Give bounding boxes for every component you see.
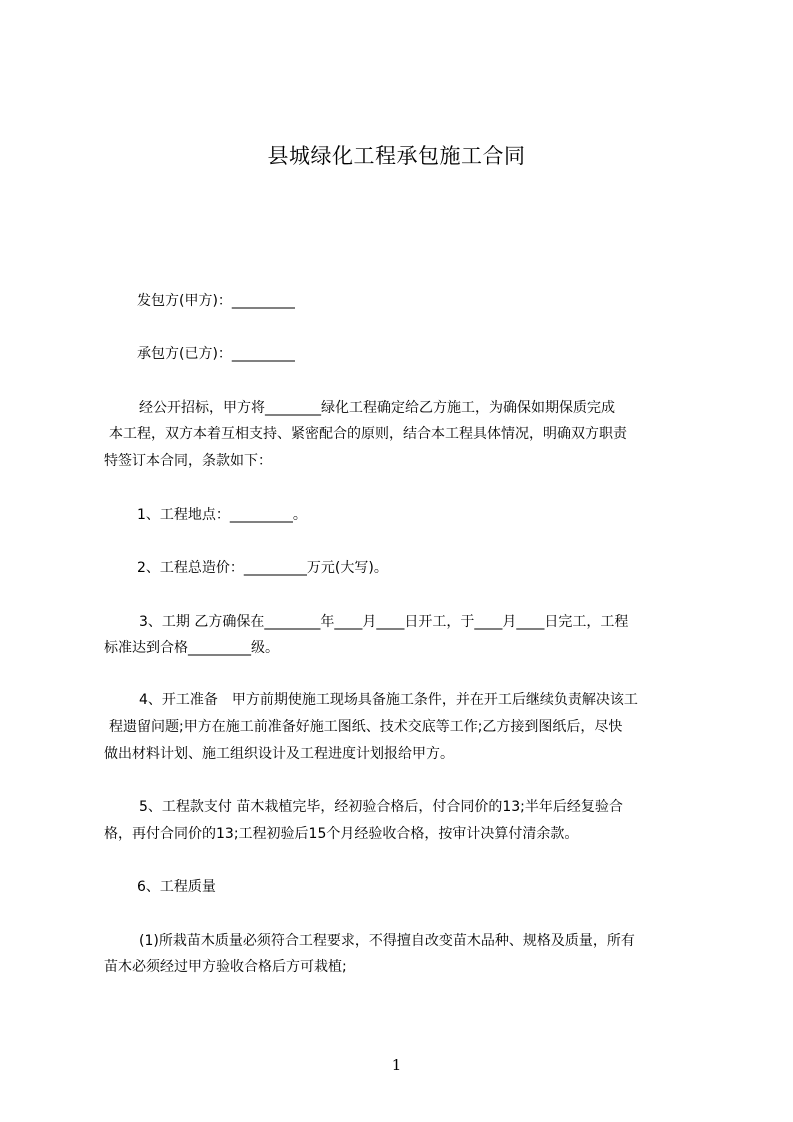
clause-6-heading: 6、工程质量: [137, 879, 216, 895]
clause-6-1-line-2: 苗木必须经过甲方验收合格后方可栽植;: [104, 959, 347, 975]
clause-1-location: 1、工程地点：_________。: [137, 507, 307, 523]
clause-4-line-2: 程遗留问题;甲方在施工前准备好施工图纸、技术交底等工作;乙方接到图纸后，尽快: [109, 719, 623, 735]
clause-4-line-1: 4、开工准备 甲方前期使施工现场具备施工条件，并在开工后继续负责解决该工: [139, 692, 638, 708]
intro-line-3: 特签订本合同，条款如下：: [104, 453, 272, 469]
clause-4-line-3: 做出材料计划、施工组织设计及工程进度计划报给甲方。: [104, 746, 454, 762]
intro-line-1: 经公开招标，甲方将________绿化工程确定给乙方施工，为确保如期保质完成: [139, 400, 615, 416]
clause-5-line-1: 5、工程款支付 苗木栽植完毕，经初验合格后，付合同价的13;半年后经复验合: [139, 799, 623, 815]
party-b-line: 承包方(已方)：_________: [137, 346, 295, 362]
clause-3-line-2: 标准达到合格_________级。: [104, 640, 279, 656]
document-title: 县城绿化工程承包施工合同: [267, 144, 526, 168]
clause-6-1-line-1: (1)所栽苗木质量必须符合工程要求，不得擅自改变苗木品种、规格及质量，所有: [139, 933, 635, 949]
intro-line-2: 本工程，双方本着互相支持、紧密配合的原则，结合本工程具体情况，明确双方职责: [109, 426, 627, 442]
party-a-line: 发包方(甲方)：_________: [137, 293, 295, 309]
clause-3-line-1: 3、工期 乙方确保在________年____月____日开工，于____月____日完工，工程: [139, 614, 629, 630]
page-number: 1: [391, 1056, 402, 1074]
clause-5-line-2: 格，再付合同价的13;工程初验后15个月经验收合格，按审计决算付清余款。: [104, 826, 579, 842]
clause-2-cost: 2、工程总造价：_________万元(大写)。: [137, 560, 388, 576]
